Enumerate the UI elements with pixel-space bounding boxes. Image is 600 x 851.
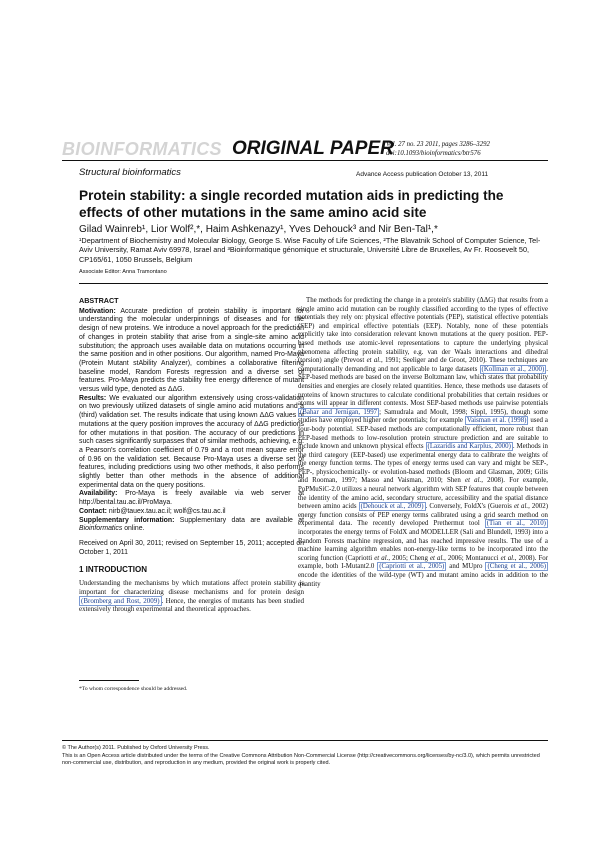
affiliations: ¹Department of Biochemistry and Molecular Biology, George S. Wise Faculty of Life Sciences, ²The Blavatnik School of Computer Science, Tel-Aviv University, Ramat Aviv 69978, Israel and ³Bioinformatique génomique et structurale, Université Libre de Bruxelles, Av Fr. Roosevelt 50, CP165/61, 1050 Brussels, Belgium <box>79 236 541 264</box>
results-text: We evaluated our algorithm extensively using cross-validation on two previously utilized datasets of single amino acid mutations and a (third) validation set. The results indicate that using known ΔΔG values of mutations at the query position improves the accuracy of ΔΔG predictions for other mutations in that position. The accuracy of our predictions in such cases significantly surpasses that of similar methods, achieving, e.g. a Pearson's correlation coefficient of 0.79 and a root mean square error of 0.96 on the validation set. Because Pro-Maya uses a diverse set of features, including predictions using two other methods, it also performs slightly better than other methods in the absence of additional experimental data on the query positions. <box>79 394 304 489</box>
body-text: , 1991; Seeliger and de Groot, 2010). These techniques are computationally demanding and not applicable to large datasets <box>298 357 548 373</box>
citation-link[interactable]: (Dehouck et al., 2009) <box>360 503 424 511</box>
paper-type: ORIGINAL PAPER <box>232 138 394 159</box>
body-text: . Methods in the third category (EEP-based) use experimental energy data to calibrate the weights of the energy function terms. The types of energy terms used can vary and might be SEP-, PEP-, physicochemically- or evolution-based methods (Bloom and Glasman, 2009; Gilis and Rooman, 1997; Masso and Vaisman, 2010; Shen <box>298 443 548 485</box>
body-text: , 2008). For example, PoPMuSiC-2.0 utilizes a neural network algorithm with SEP features that couple between the identity of the amino acid, secondary structure, accessibility and the spatial distance between amino acids <box>298 477 548 511</box>
body-text: . SEP-based methods are based on the inverse Boltzmann law, which states that probability densities and energies are closely related quantities. Hence, these methods use datasets of proteins of known structures to calculate conditional probabilities that certain residues or atoms will appear in different contexts. Most SEP-based methods use pairwise potentials <box>298 365 548 408</box>
header-rule <box>62 160 548 161</box>
citation-link[interactable]: Vaisman et al. (1998) <box>466 417 527 425</box>
body-text: , 2002) energy function consists of PEP energy terms calibrated using a grid search method on experimental data. The recently developed Prethermut tool <box>298 503 548 528</box>
body-text: , 2005; Cheng <box>388 554 428 562</box>
abstract-contact <box>79 508 304 517</box>
associate-editor: Associate Editor: Anna Tramontano <box>79 269 167 275</box>
body-text-italic: et al. <box>430 554 445 562</box>
body-text: incorporates the energy terms of FoldX and MODELLER (Sali and Blundell, 1993) into a Random Forests machine regression, and has reached impressive results. The use of a machine learning algorithm enables non-energy-like terms to be incorporated into the scoring function (Capriotti <box>298 529 548 562</box>
intro-text-b: . Hence, the energies of mutants has been studied extensively through experimental and theoretical approaches. <box>79 596 304 614</box>
intro-heading: 1 INTRODUCTION <box>79 565 147 575</box>
abstract-results <box>79 395 304 491</box>
right-paragraph <box>298 297 548 589</box>
body-text: encode the identities of the wild-type (WT) and mutant amino acids in addition to the quantity <box>298 572 548 588</box>
abstract-availability <box>79 490 304 507</box>
results-label: Results: <box>79 394 107 402</box>
intro-text-a: Understanding the mechanisms by which mutations affect protein stability is important for characterizing disease mechanisms and for protein design <box>79 579 304 596</box>
section-label: Structural bioinformatics <box>79 167 181 178</box>
doi-line: doi:10.1093/bioinformatics/btr576 <box>386 150 481 157</box>
abstract-motivation <box>79 308 304 395</box>
citation-link[interactable]: (Tian et al., 2010) <box>486 520 546 528</box>
body-text-italic: et al. <box>366 357 381 365</box>
citation-link[interactable]: (Kollman et al., 2000) <box>481 365 545 373</box>
supplementary-end: online. <box>124 525 145 533</box>
citation-link[interactable]: (Capriotti et al., 2005) <box>379 563 445 571</box>
body-text: , 2006; Montanucci <box>444 554 499 562</box>
contact-text[interactable]: nirb@tauex.tau.ac.il; wolf@cs.tau.ac.il <box>108 507 226 515</box>
copyright-line: © The Author(s) 2011. Published by Oxford University Press. <box>62 745 210 751</box>
abstract-heading: ABSTRACT <box>79 296 119 305</box>
body-text-italic: et al. <box>500 554 515 562</box>
footnote: *To whom correspondence should be addressed. <box>79 686 188 692</box>
body-text: ; Samudrala and Moult, 1998; Sippl, 1995), though some studies have employed higher order potentials; for example <box>298 408 548 425</box>
right-column <box>298 297 548 589</box>
abstract-supplementary <box>79 517 304 534</box>
body-text: used a four-body potential. SEP-based methods are computationally efficient, more robust than PEP-based methods to low-resolution protein structure prediction and are suitable to include known and unknown physical effects <box>298 417 548 451</box>
advance-access: Advance Access publication October 13, 2011 <box>356 171 489 178</box>
left-column <box>79 297 304 614</box>
body-text: , 2008). For example, both I-Mutant2.0 <box>298 554 549 571</box>
license-text: This is an Open Access article distributed under the terms of the Creative Commons Attribution Non-Commercial License (http://creativecommons.org/licenses/by-nc/3.0), which permits unrestricted non-commercial use, distribution, and reproduction in any medium, provided the original work is properly cited. <box>62 752 540 766</box>
citation-link[interactable]: (Bahar and Jernigan, 1997 <box>300 408 378 416</box>
received-dates: Received on April 30, 2011; revised on September 15, 2011; accepted on October 1, 2011 <box>79 539 304 556</box>
paper-title: Protein stability: a single recorded mutation aids in predicting the effects of other mutations in the same amino acid site <box>79 188 504 220</box>
motivation-label: Motivation: <box>79 307 116 315</box>
motivation-text: Accurate prediction of protein stability is important for understanding the molecular underpinnings of diseases and for the design of new proteins. We introduce a novel approach for the prediction of changes in protein stability that arise from a single-site amino acid substitution; the approach uses available data on mutations occurring in the same position and in other positions. Our algorithm, named Pro-Maya (Protein Mutant stAbility Analyzer), combines a collaborative filtering baseline model, Random Forests regression and a diverse set of features. Pro-Maya predicts the stability free energy difference of mutant versus wild type, denoted as ΔΔG. <box>79 307 304 394</box>
availability-text[interactable]: Pro-Maya is freely available via web server at http://bental.tau.ac.il/ProMaya. <box>79 490 304 507</box>
volume-line: Vol. 27 no. 23 2011, pages 3286–3292 <box>386 141 490 148</box>
body-text-italic: et al. <box>374 554 389 562</box>
footnote-rule <box>79 680 139 681</box>
copyright-block <box>62 745 548 768</box>
author-list: Gilad Wainreb¹, Lior Wolf²,*, Haim Ashkenazy¹, Yves Dehouck³ and Nir Ben-Tal¹,* <box>79 224 438 235</box>
contact-label: Contact: <box>79 507 107 515</box>
body-text-italic: et al. <box>513 503 529 511</box>
body-text-italic: et al. <box>465 477 482 485</box>
body-text: and MUpro <box>449 563 483 571</box>
copyright-rule <box>62 740 548 741</box>
supplementary-text: Supplementary data are available at <box>179 516 305 524</box>
supplementary-journal: Bioinformatics <box>79 525 123 533</box>
body-text: The methods for predicting the change in a protein's stability (ΔΔG) that results from a single amino acid mutation can be roughly classified according to the types of effective potentials they rely on: physical effective potentials (PEP), statistical effective potentials (SEP) and empirical effective potentials (EEP). Notably, none of these potentials explicitly take into consideration relevant known mutations at the query position. PEP-based methods use atomic-level representations to capture the underlying physical phenomena affecting protein stability, e.g. van der Waals interactions and dihedral (torsion) angle (Prevost <box>298 297 548 365</box>
citation-link[interactable]: (Lazaridis and Karplus, 2000) <box>427 443 511 451</box>
title-rule <box>79 283 548 284</box>
availability-label: Availability: <box>79 490 118 498</box>
intro-text <box>79 579 304 614</box>
citation-link[interactable]: (Cheng et al., 2006) <box>487 563 547 571</box>
volume-info <box>386 140 546 158</box>
body-text: . Conversely, FoldX's (Guerois <box>425 503 512 511</box>
journal-name: BIOINFORMATICS <box>62 139 222 159</box>
citation-link[interactable]: (Bromberg and Rost, 2009) <box>81 596 160 605</box>
supplementary-label: Supplementary information: <box>79 516 175 524</box>
